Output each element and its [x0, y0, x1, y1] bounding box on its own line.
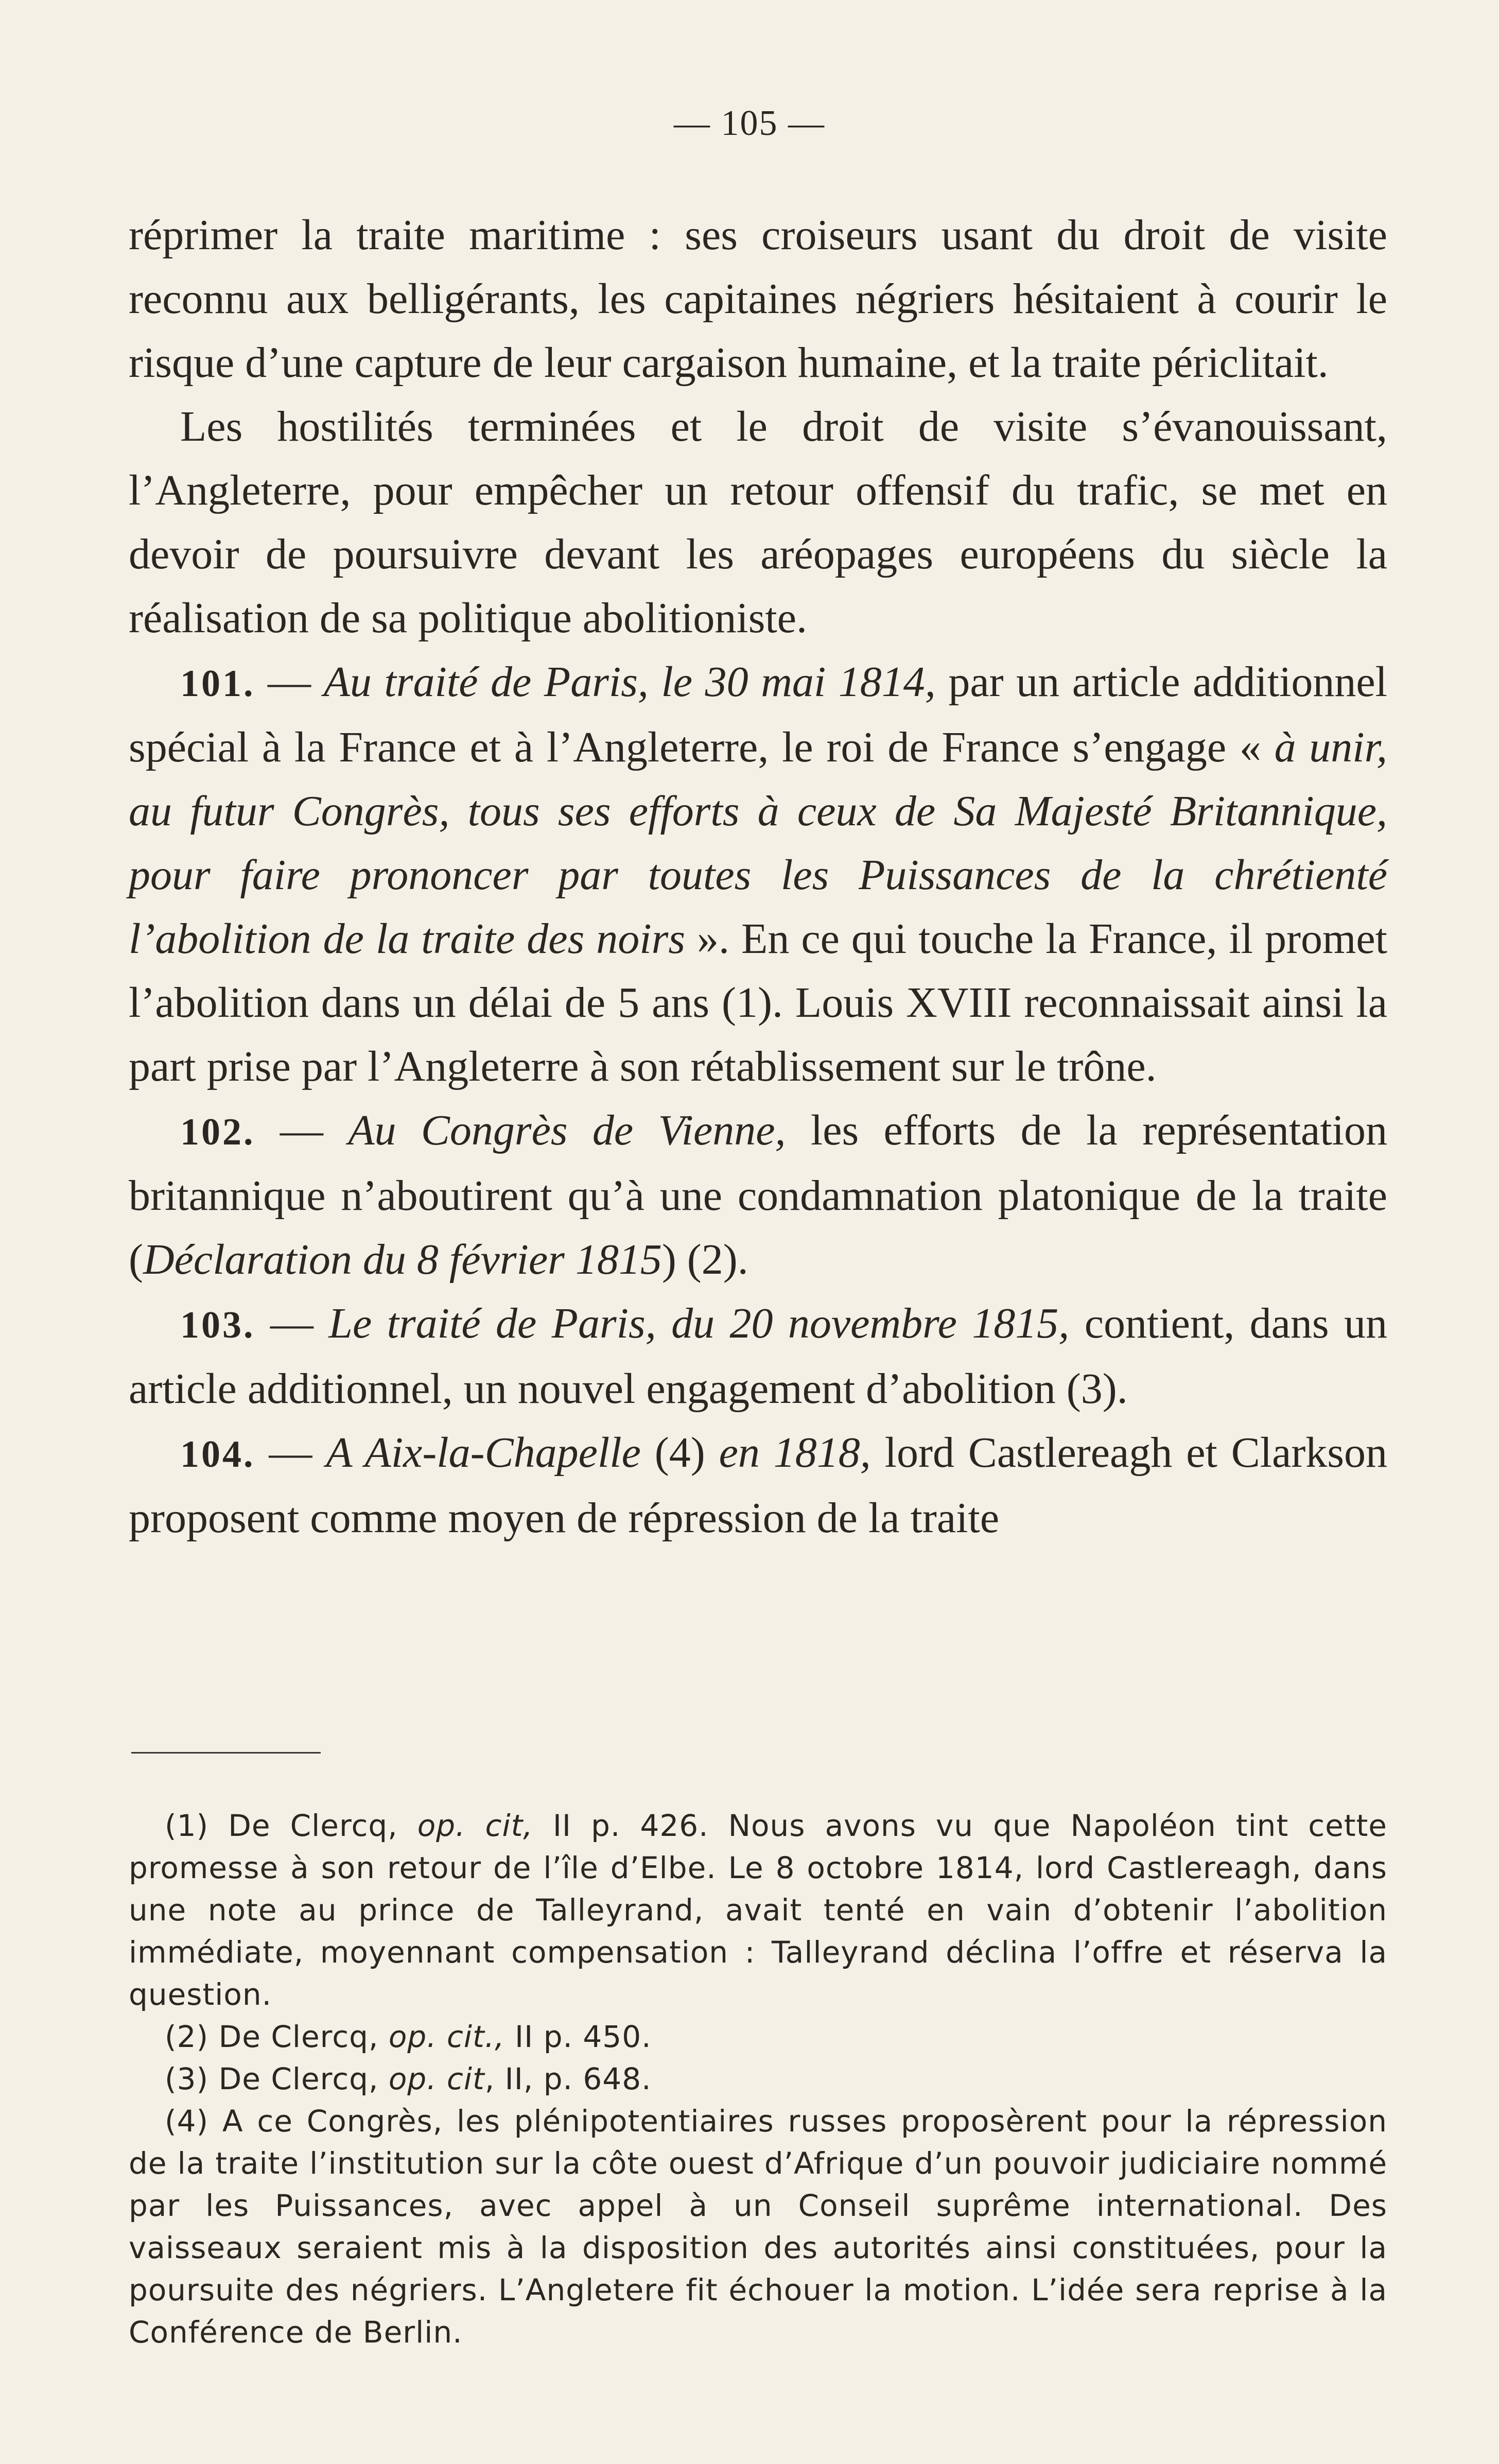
footnote-text: II p. 426. Nous avons vu que Napoléon tint cette promesse à son retour de l’île d’Elbe. Le 8 octobre 1814, lord Castlereagh, dans une note au prince de Talleyrand, avait tenté en vain d’obtenir l’abolition immédiate, moyennant compensation : Talleyrand déclina l’offre et réserva la question.	[129, 1808, 1387, 2012]
italic-quote: à unir, au futur Congrès, tous ses efforts à ceux de Sa Majesté Britannique, pour faire prononcer par toutes les Puissances de la chrétienté l’abolition de la traite des noirs	[129, 723, 1387, 963]
footnote-1	[129, 1804, 1387, 2016]
footnote-3	[129, 2058, 1387, 2100]
footnote-4: (4) A ce Congrès, les plénipotentiaires russes proposèrent pour la répression de la traite l’institution sur la côte ouest d’Afrique d’un pouvoir judiciaire nommé par les Puissances, avec appel à un Conseil suprême international. Des vaisseaux seraient mis à la disposition des autorités ainsi constituées, pour la poursuite des négriers. L’Angletere fit échouer la motion. L’idée sera reprise à la Conférence de Berlin.	[129, 2104, 1387, 2350]
section-103	[129, 1292, 1387, 1421]
section-number: 103.	[180, 1304, 255, 1346]
footnote-text: II p. 450.	[504, 2019, 652, 2054]
italic-heading: Le traité de Paris, du 20 novembre 1815,	[328, 1299, 1070, 1347]
section-dash: —	[255, 658, 324, 706]
section-text: (4)	[640, 1429, 719, 1477]
footnote-text: , II, p. 648.	[484, 2061, 652, 2096]
footnote-italic: op. cit	[388, 2061, 485, 2096]
footnote-text: (3) De Clercq,	[165, 2061, 389, 2096]
section-dash: —	[255, 1429, 326, 1477]
italic-citation: Déclaration du 8 février 1815	[143, 1236, 662, 1283]
section-text: ) (2).	[661, 1236, 748, 1283]
section-102	[129, 1099, 1387, 1292]
paragraph-continuation: réprimer la traite maritime : ses croiseurs usant du droit de visite reconnu aux belligérants, les capitaines négriers hésitaient à courir le risque d’une capture de leur cargaison humaine, et la traite périclitait.	[129, 211, 1387, 387]
italic-heading: Au Congrès de Vienne,	[348, 1106, 786, 1154]
section-text: par un article additionnel spécial à la France et à l’Angleterre, le roi de France s’engage «	[129, 658, 1388, 771]
footnote-2	[129, 2016, 1387, 2058]
footnote-text: (2) De Clercq,	[165, 2019, 389, 2054]
section-text: ». En ce qui touche la France, il promet l’abolition dans un délai de 5 ans (1). Louis XVIII reconnaissait ainsi la part prise par l’Angleterre à son rétablissement sur le trône.	[129, 915, 1387, 1090]
footnote-text: (1) De Clercq,	[165, 1808, 417, 1843]
italic-heading: A Aix-la-Chapelle	[326, 1429, 641, 1477]
page-number: — 105 —	[674, 103, 825, 143]
section-number: 104.	[180, 1433, 255, 1476]
footnote-italic: op. cit.,	[388, 2019, 505, 2054]
footnote-separator	[131, 1752, 321, 1754]
footnote-italic: op. cit,	[417, 1808, 533, 1843]
section-number: 102.	[180, 1111, 255, 1153]
section-text: lord Castlereagh et Clarkson proposent comme moyen de répression de la traite	[129, 1429, 1387, 1542]
section-dash: —	[255, 1299, 329, 1347]
section-dash: —	[255, 1106, 348, 1154]
paragraph-hostilites: Les hostilités terminées et le droit de visite s’évanouissant, l’Angleterre, pour empêcher un retour offensif du trafic, se met en devoir de poursuivre devant les aréopages européens du siècle la réalisation de sa politique abolitioniste.	[129, 403, 1387, 642]
section-101	[129, 650, 1387, 1099]
main-text	[129, 203, 1387, 1550]
section-104	[129, 1421, 1387, 1550]
section-text: contient, dans un article additionnel, un nouvel engagement d’abolition (3).	[129, 1299, 1388, 1413]
italic-date: en 1818,	[719, 1429, 871, 1477]
italic-heading: Au traité de Paris, le 30 mai 1814,	[323, 658, 936, 706]
section-text: les efforts de la représentation britannique n’aboutirent qu’à une condamnation platonique de la traite (	[129, 1106, 1387, 1283]
section-number: 101.	[180, 663, 255, 705]
footnotes	[129, 1804, 1387, 2353]
